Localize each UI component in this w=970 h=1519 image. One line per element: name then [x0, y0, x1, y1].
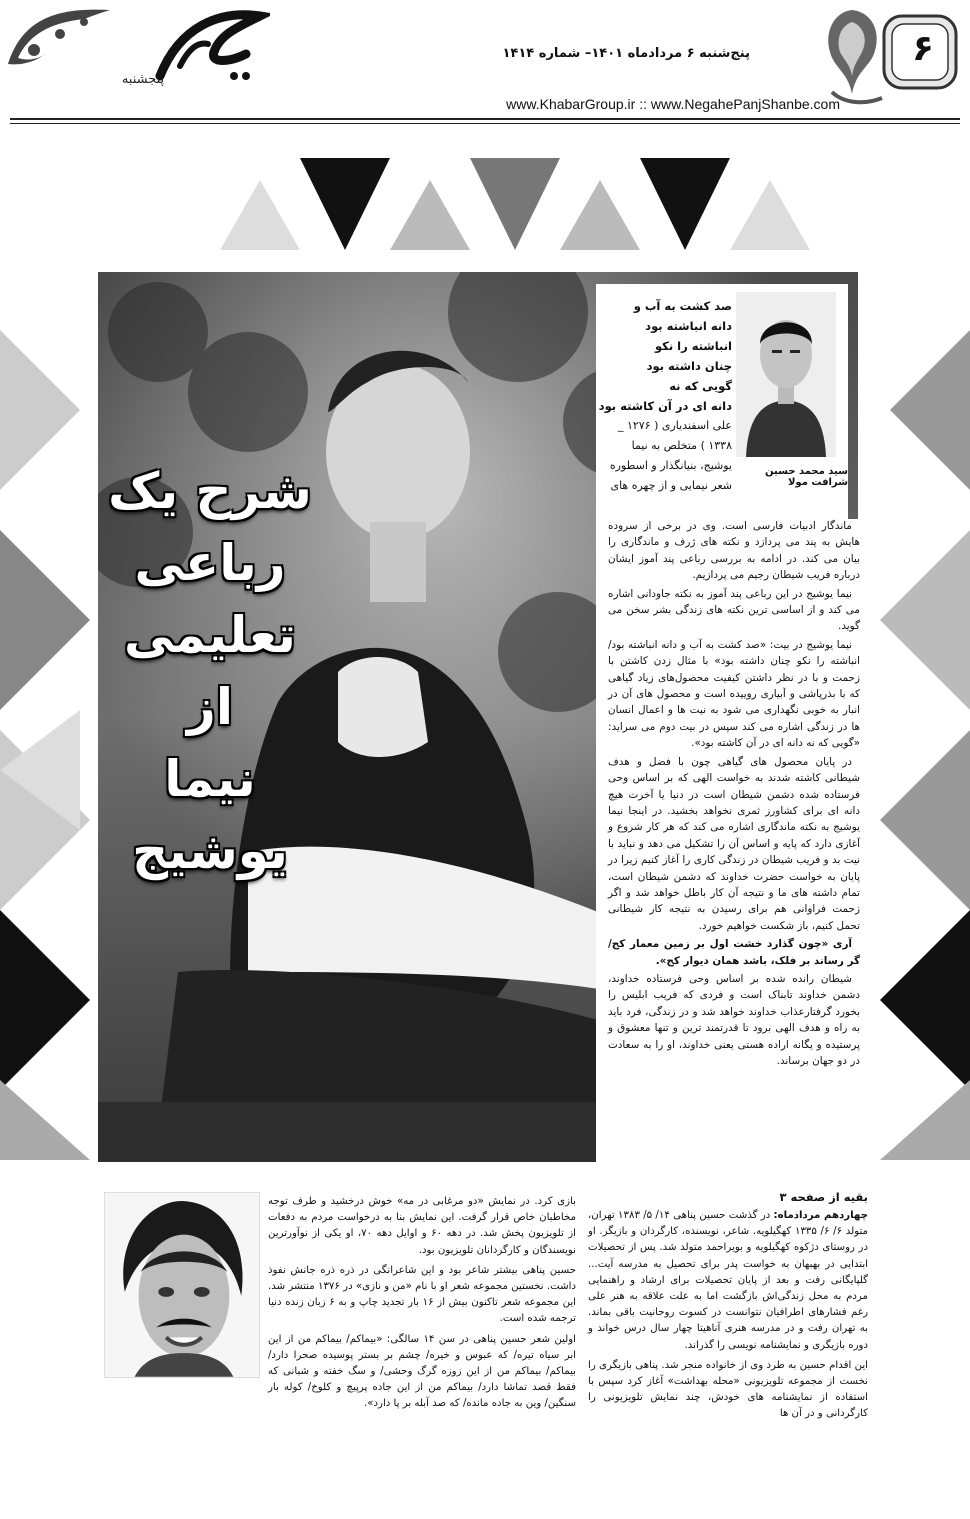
article-paragraph: در پایان محصول های گیاهی چون با فضل و هدف شیطانی کاشته شدند به خواست الهی که بر اساس وحی فرستاده شده دشمن شیطان است در دنیا یا آخرت هیچ دانه ای برای کشاورز ثمری نخواهد بخشید. در اینجا نیما یوشیج به نکته ماندگاری اشاره می کند که هر کار شروع و آغازی دارد که پایه و اساس آن را تشکیل می دهد و نباید با نیت بد و فریب شیطان در زندگی کاری را آغاز کنیم زیرا در پایان به خواست حضرت خداوند که دشمن شیطان است، تمام داشته های ما و نتیجه آن کار باطل خواهد شد و اگر زحمت فراوانی هم برای رسیدن به نتیجه کار شیطانی تحمل کنیم، باز شکست خواهیم خورد.	[608, 755, 860, 932]
bottom-article	[0, 1180, 970, 1519]
poem-line: چنان داشته بود	[646, 359, 732, 373]
poem-line: دانه انباشته بود	[645, 319, 732, 333]
poem-line: گویی که نه	[669, 379, 732, 393]
hossein-panahi-portrait	[104, 1192, 260, 1378]
poem-line: انباشته را نکو	[654, 339, 732, 353]
paragraph-lead: چهاردهم مردادماه:	[773, 1210, 868, 1221]
headline-line: رباعی	[134, 534, 286, 592]
poem-line: دانه ای در آن کاشته بود	[598, 399, 732, 413]
page-number: ۶	[912, 28, 934, 69]
article-quote: آری «چون گذارد خشت اول بر زمین معمار کج/ گر رساند بر فلک، باشد همان دیوار کج».	[608, 938, 860, 967]
website-urls[interactable]: www.KhabarGroup.ir :: www.NegahePanjShanbe.com	[506, 96, 840, 112]
continued-from-label: بقیه از صفحه ۳	[779, 1190, 868, 1204]
header-rule	[10, 118, 960, 120]
article-paragraph: شیطان رانده شده بر اساس وحی فرستاده خداوند، دشمن خداوند تابناک است و فردی که فریب ابلیس را بخورد گرفتارعذاب خداوند خواهد شد و در زندگی، فرد باید به راه و هدف الهی برود تا قدرتمند ترین و تنها معشوق و پرستیده و یگانه اراده هستی یعنی خداوند، او را به سعادت در دو جهان برساند.	[608, 972, 860, 1067]
article-paragraph	[588, 1208, 868, 1354]
article-paragraph: حسین پناهی بیشتر شاعر بود و این شاعرانگی در ذره ذره جانش نفوذ داشت. نخستین مجموعه شعر او با نام «من و نازی» در ۱۳۷۶ منتشر شد. این مجموعه شعر تاکنون بیش از ۱۶ بار تجدید چاپ و به ۶ زبان زنده دنیا ترجمه شده است.	[268, 1264, 576, 1325]
article-paragraph: نیما یوشیج در این رباعی پند آموز به نکته جاودانی اشاره می کند و از اساسی ترین نکته های زندگی بشر سخن می گوید.	[608, 587, 860, 633]
poem-line: صد کشت به آب و	[633, 299, 732, 313]
headline-line: نیما یوشیج	[132, 750, 288, 880]
feature-headline	[105, 455, 315, 887]
article-body	[608, 518, 860, 1071]
headline-line: شرح یک	[108, 462, 312, 520]
masthead-subtitle: پنجشنبه	[121, 72, 165, 87]
article-paragraph: اولین شعر حسین پناهی در سن ۱۴ سالگی: «بیماکم/ بیماکم من از این ابر سیاه تیره/ که عبوس و خیره/ چشم بر بستر پوسیده صحرا دارد/ بیماکم/ بیماکم من از این زوزه گرگ وحشی/ و سگ خفته و شبانی که فقط قصد تماشا دارد/ بیماکم من از این جاده پرپیچ و کلوخ/ کوله بار سنگین/ وین به جاده مانده/ که صد آبله بر پا دارد».	[268, 1333, 577, 1410]
headline-line: تعلیمی از	[124, 606, 296, 736]
page-header	[0, 0, 970, 130]
article-paragraph: این اقدام حسین به طرد وی از خانواده منجر شد. پناهی بازیگری را نخست از مجموعه تلویزیونی «محله بهداشت» آغاز کرد سپس با استفاده از نمایشنامه های خودش، چند نمایش تلویزیونی را کارگردانی و در آن ها	[588, 1359, 868, 1420]
paragraph-text: در گذشت حسین پناهی ۱۴/ ۵/ ۱۳۸۳ تهران، متولد ۶/ ۶/ ۱۳۳۵ کهگیلویه. شاعر، نویسنده، کارگردان و بازیگر. او در روستای دژکوه کهگیلویه و بویراحمد متولد شد. پس از تحصیلات ابتدایی در بهبهان به خواست پدر برای تحصیل به مدرسه آیت‌... گلپایگانی رفت و بعد از پایان تحصیلات برای ارشاد و راهنمایی مردم به محل زندگی‌اش بازگشت اما به علت علاقه به هنر علی رغم فشارهای اطرافیان نتوانست در کسوت روحانیت باقی بماند. به تهران رفت و در مدرسه هنری آناهیتا چهار سال درس خواند و دوره بازیگری و نمایشنامه نویسی را گذراند.	[588, 1210, 869, 1351]
article-paragraph: نیما یوشیج در بیت: «صد کشت به آب و دانه انباشته بود/ انباشته را نکو چنان داشته بود» با مثال زدن کاشتن با زحمت و با در نظر داشتن کیفیت محصول‌های زیاد گیاهی که با بذرپاشی و آبیاری روییده است و محصول های آن در انبار به خوبی نگهداری می شود به نیت ها و اعمال انسان ها در زندگی اشاره می کند سپس در بیت دوم می سراید: «گویی که نه دانه ای در آن کاشته بود».	[608, 638, 860, 750]
poem-attribution: علی اسفندیاری ( ۱۲۷۶ _ ۱۳۳۸ ) متخلص به نیما یوشیج، بنیانگذار و اسطوره شعر نیمایی و از چهره های	[609, 419, 732, 492]
bottom-column-right	[588, 1208, 868, 1427]
issue-dateline: پنج‌شنبه ۶ مرداد‌ماه ۱۴۰۱– شماره ۱۴۱۴	[502, 46, 750, 61]
bottom-column-left	[268, 1194, 576, 1417]
poem-block	[598, 296, 732, 496]
header-rule-thin	[10, 123, 960, 124]
arabesque-ornament-icon	[4, 4, 114, 70]
article-paragraph: بازی کرد. در نمایش «دو مرغابی در مه» خوش درخشید و طرف توجه مخاطبان خاص قرار گرفت. این نمایش بنا به درخواست مردم به دفعات از تلویزیون پخش شد. در دهه ۶۰ و اوایل دهه ۷۰، او یکی از نوآورترین نویسندگان و کارگردانان تلویزیون بود.	[268, 1196, 577, 1256]
author-byline: سید محمد حسین شرافت مولا	[765, 466, 848, 488]
author-portrait	[736, 292, 836, 457]
article-paragraph: ماندگار ادبیات فارسی است. وی در برخی از سروده هایش به پند می پردازد و نکته های ژرف و ماندگاری را بیان می کند. در ادامه به بررسی رباعی پند آموز ایشان درباره فریب شیطان رجیم می پردازیم.	[608, 520, 860, 582]
